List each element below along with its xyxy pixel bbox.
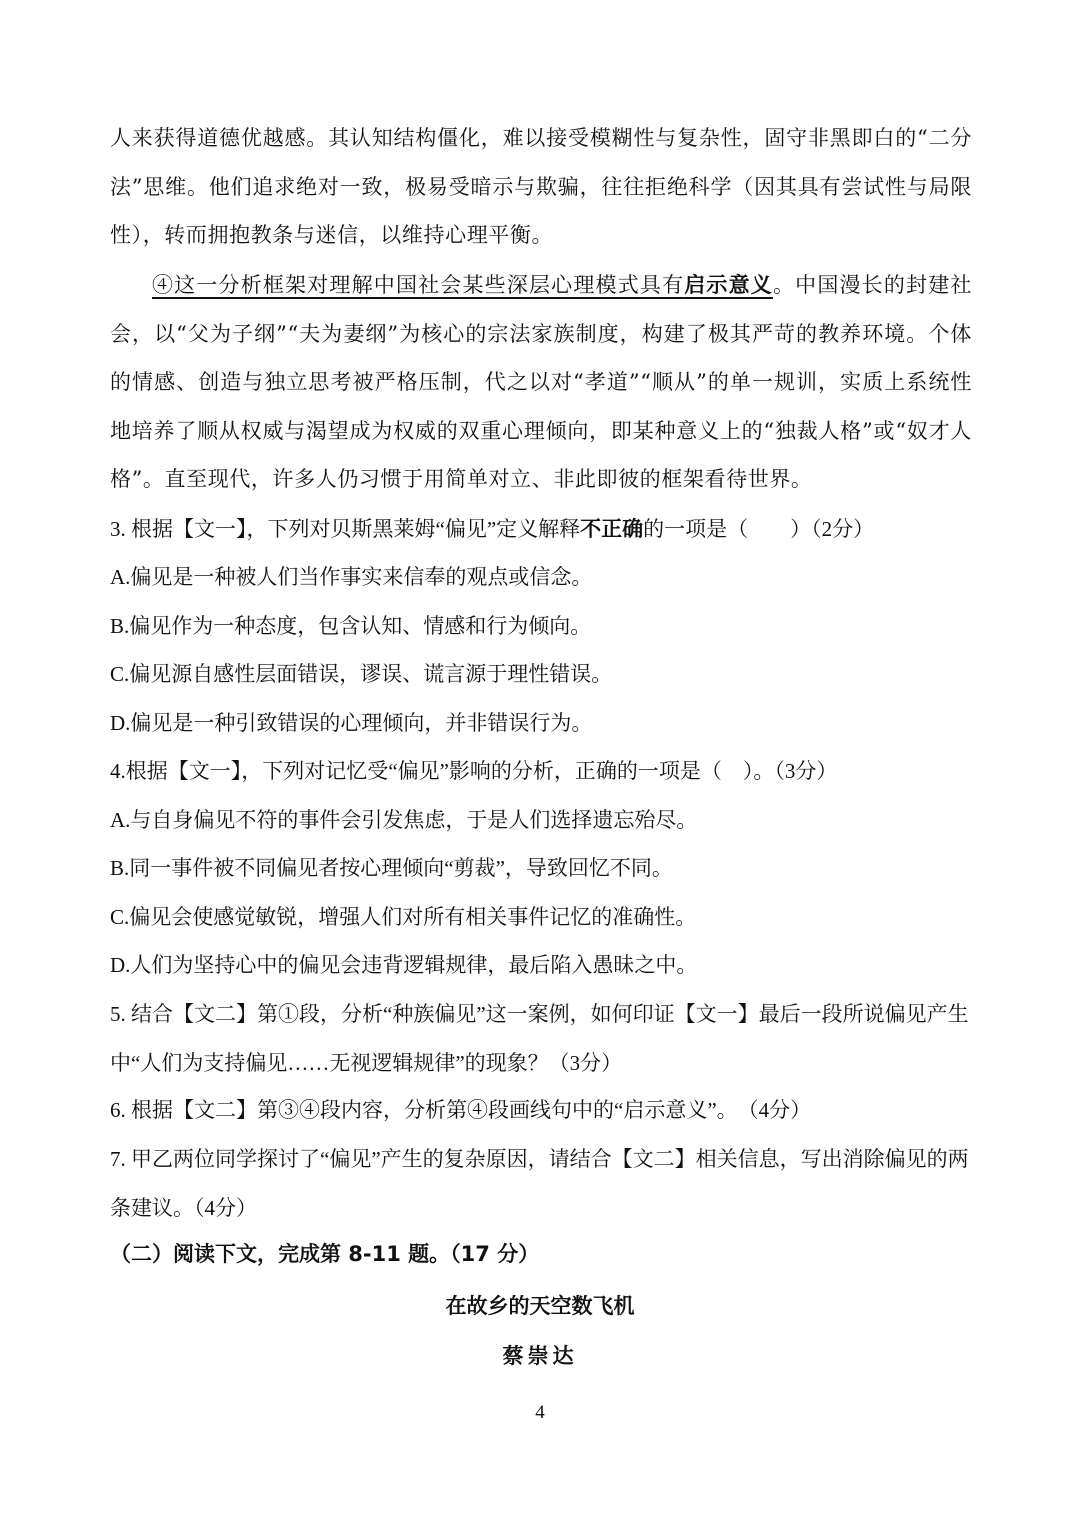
question-6: 6. 根据【文二】第③④段内容，分析第④段画线句中的“启示意义”。 （4分） [110,1098,812,1122]
paragraph-3-continuation [110,114,972,260]
option-4b: B.同一事件被不同偏见者按心理倾向“剪裁”，导致回忆不同。 [110,856,673,880]
emphasis-text: 不正确 [580,517,644,541]
section-heading: （二）阅读下文，完成第 8-11 题。（17 分） [110,1242,540,1266]
question-5: 5. 结合【文二】第①段，分析“种族偏见”这一案例，如何印证【文一】最后一段所说偏见产生中“人们为支持偏见……无视逻辑规律”的现象？（3分） [110,1002,969,1075]
question-7: 7. 甲乙两位同学探讨了“偏见”产生的复杂原因，请结合【文二】相关信息，写出消除偏见的两条建议。（4分） [110,1147,969,1220]
question-3: 3. 根据【文一】，下列对贝斯黑莱姆“偏见”定义解释不正确的一项是（ ）（2分） [110,517,875,541]
underlined-sentence: ④这一分析框架对理解中国社会某些深层心理模式具有启示意义 [152,272,773,297]
article-title: 在故乡的天空数飞机 [445,1294,635,1318]
option-4c: C.偏见会使感觉敏锐，增强人们对所有相关事件记忆的准确性。 [110,905,697,929]
paragraph-text: 中国漫长的封建社会，以“父为子纲”“夫为妻纲”为核心的宗法家族制度，构建了极其严苛的教养环境。个体的情感、创造与独立思考被严格压制，代之以对“孝道”“顺从”的单一规训，实质上系统性地培养了顺从权威与渴望成为权威的双重心理倾向，即某种意义上的“独裁人格”或“奴才人格”。直至现代，许多人仍习惯于用简单对立、非此即彼的框架看待世界。 [110,273,972,491]
option-3c: C.偏见源自感性层面错误，谬误、谎言源于理性错误。 [110,662,613,686]
option-4d: D.人们为坚持心中的偏见会违背逻辑规律，最后陷入愚昧之中。 [110,953,698,977]
option-4a: A.与自身偏见不符的事件会引发焦虑，于是人们选择遗忘殆尽。 [110,808,698,832]
question-4: 4.根据【文一】，下列对记忆受“偏见”影响的分析，正确的一项是（ ）。（3分） [110,759,838,783]
article-author: 蔡崇达 [502,1344,578,1368]
option-3a: A.偏见是一种被人们当作事实来信奉的观点或信念。 [110,565,593,589]
key-phrase: 启示意义 [684,272,773,297]
paragraph-text: 人来获得道德优越感。其认知结构僵化，难以接受模糊性与复杂性，固守非黑即白的“二分法”思维。他们追求绝对一致，极易受暗示与欺骗，往往拒绝科学（因其具有尝试性与局限性），转而拥抱教条与迷信，以维持心理平衡。 [110,126,972,247]
option-3b: B.偏见作为一种态度，包含认知、情感和行为倾向。 [110,614,592,638]
option-3d: D.偏见是一种引致错误的心理倾向，并非错误行为。 [110,711,593,735]
page-number: 4 [535,1402,545,1423]
paragraph-4: ④这一分析框架对理解中国社会某些深层心理模式具有启示意义。中国漫长的封建社会，以“父为子纲”“夫为妻纲”为核心的宗法家族制度，构建了极其严苛的教养环境。个体的情感、创造与独立思考被严格压制，代之以对“孝道”“顺从”的单一规训，实质上系统性地培养了顺从权威与渴望成为权威的双重心理倾向，即某种意义上的“独裁人格”或“奴才人格”。直至现代，许多人仍习惯于用简单对立、非此即彼的框架看待世界。 [110,272,972,491]
